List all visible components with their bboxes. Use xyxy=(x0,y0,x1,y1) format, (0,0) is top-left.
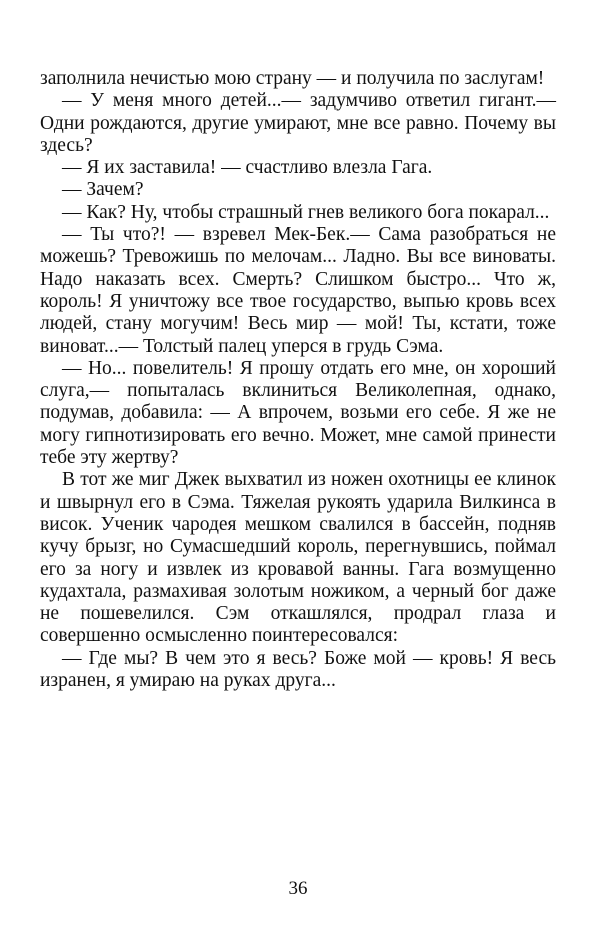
paragraph-giant-reply: — У меня много детей...— задумчиво ответил гигант.— Одни рождаются, другие умирают, мне все равно. Почему вы здесь? xyxy=(40,90,556,156)
paragraph-why: — Зачем? xyxy=(62,179,144,201)
paragraph-gaga-forced: — Я их заставила! — счастливо влезла Гага. xyxy=(62,157,433,179)
paragraph-sam-wakes: — Где мы? В чем это я весь? Боже мой — кровь! Я весь изранен, я умираю на руках друга... xyxy=(40,647,556,692)
page-number: 36 xyxy=(288,878,308,899)
paragraph-continuation: заполнила нечистью мою страну — и получила по заслугам! xyxy=(40,68,545,89)
paragraph-wrath: — Как? Ну, чтобы страшный гнев великого бога покарал... xyxy=(62,201,550,223)
book-page xyxy=(40,68,556,938)
paragraph-mek-bek: — Ты что?! — взревел Мек-Бек.— Сама разобраться не можешь? Тревожишь по мелочам... Ладно. Вы все виноваты. Надо наказать всех. Смерть? Слишком быстро... Что ж, король! Я уничтожу все твое государство, выпью кровь всех людей, стану могучим! Весь мир — мой! Ты, кстати, тоже виноват...— Толстый палец уперся в грудь Сэма. xyxy=(40,224,556,357)
paragraph-jack-throws: В тот же миг Джек выхватил из ножен охотницы ее клинок и швырнул его в Сэма. Тяжелая рукоять ударила Вилкинса в висок. Ученик чародея мешком свалился в бассейн, подняв кучу брызг, но Сумасшедший король, перегнувшись, поймал его за ногу и извлек из кровавой ванны. Гага возмущенно кудахтала, размахивая золотым ножиком, а черный бог даже не пошевелился. Сэм откашлялся, продрал глаза и совершенно осмысленно поинтересовался: xyxy=(40,469,556,647)
paragraph-magnificent: — Но... повелитель! Я прошу отдать его мне, он хороший слуга,— попыталась вклиниться Великолепная, однако, подумав, добавила: — А впрочем, возьми его себе. Я же не могу гипнотизировать его вечно. Может, мне самой принести тебе эту жертву? xyxy=(40,357,556,469)
